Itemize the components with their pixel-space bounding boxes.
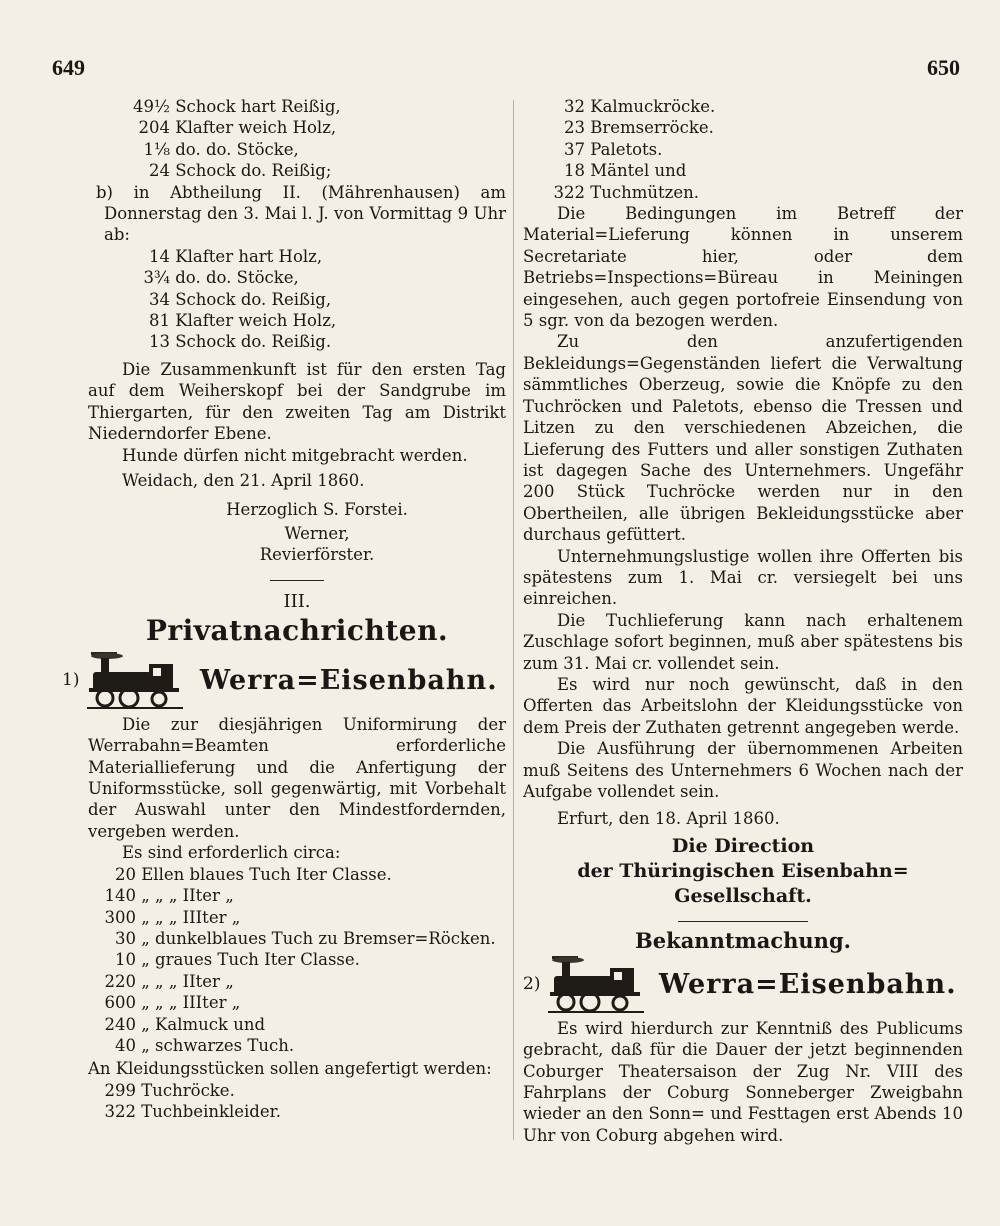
divider — [270, 580, 324, 582]
list-item: 10 „ graues Tuch Iter Classe. — [115, 950, 360, 970]
supplies-paragraph: Zu den anzufertigenden Bekleidungs=Gegenständen liefert die Verwaltung sämmtliches Oberzeug, sowie die Knöpfe zu den Tuchröcken und Paletots, ebenso die Tressen und Litzen zu den verschiedenen Abzeichen, die Lieferung des Futters und aller sonstigen Zuthaten ist dagegen Sache des Unternehmers. Ungefähr 200 Stück Tuchröcke werden nur in den Obertheilen, alle übrigen Bekleidungsstücke aber durchaus gefüttert. — [523, 332, 963, 545]
list-item: 600 „ „ „ IIIter „ — [104, 993, 241, 1013]
section-title: Privatnachrichten. — [145, 614, 449, 648]
locomotive-icon — [548, 956, 644, 1014]
list-item: 32 Kalmuckröcke. — [564, 97, 716, 116]
list-item: 18 Mäntel und — [564, 161, 687, 181]
list-item: 40 „ schwarzes Tuch. — [115, 1035, 295, 1055]
list-item: 37 Paletots. — [564, 139, 663, 159]
clothing-intro: An Kleidungsstücken sollen angefertigt werden: — [88, 1059, 492, 1079]
page-number-left: 649 — [52, 55, 85, 80]
ad2-header — [523, 956, 963, 1014]
ad1-paragraph: Die zur diesjährigen Uniformirung der Werrabahn=Beamten erforderliche Materiallieferung und die Anfertigung der Uniformsstücke, soll gegenwärtig, mit Vorbehalt der Auswahl unter den Mindestfordernden, vergeben werden. — [88, 714, 506, 841]
ad1-header — [62, 652, 506, 710]
wood-list-a — [88, 96, 506, 182]
ad1-index: 1) — [62, 670, 80, 691]
direction-line: Gesellschaft. — [674, 884, 812, 907]
direction-signature — [523, 834, 963, 909]
wood-list-b — [88, 246, 506, 353]
list-item: 49½ Schock hart Reißig, — [133, 97, 341, 116]
list-item: 81 Klafter weich Holz, — [149, 311, 337, 331]
section-b-intro: b) in Abtheilung II. (Mährenhausen) am Donnerstag den 3. Mai l. J. von Vormittag 9 Uhr ab: — [96, 182, 506, 245]
ad1-title: Werra=Eisenbahn. — [199, 665, 498, 697]
place-date-right: Erfurt, den 18. April 1860. — [557, 809, 780, 829]
list-item: 20 Ellen blaues Tuch Iter Classe. — [115, 864, 392, 884]
place-date: Weidach, den 21. April 1860. — [122, 470, 365, 490]
delivery-paragraph: Die Tuchlieferung kann nach erhaltenem Zuschlage sofort beginnen, muß aber spätestens bis zum 31. Mai cr. vollendet sein. — [523, 610, 963, 673]
column-divider — [513, 100, 514, 1140]
locomotive-icon — [87, 652, 183, 710]
wages-paragraph: Es wird nur noch gewünscht, daß in den Offerten das Arbeitslohn der Kleidungsstücke von dem Preis der Zuthaten getrennt angegeben werde. — [523, 674, 963, 737]
required-intro: Es sind erforderlich circa: — [122, 843, 341, 863]
direction-line: der Thüringischen Eisenbahn= — [577, 859, 909, 882]
list-item: 23 Bremserröcke. — [564, 118, 714, 138]
direction-line: Die Direction — [671, 834, 815, 857]
conditions-paragraph: Die Bedingungen im Betreff der Material=Lieferung können in unserem Secretariate hier, oder dem Betriebs=Inspections=Büreau in Meiningen eingesehen, auch gegen portofreie Einsendung von 5 sgr. von da bezogen werden. — [523, 204, 963, 331]
signer-title: Revierförster. — [259, 545, 375, 565]
ad2-index: 2) — [523, 974, 541, 995]
left-column — [62, 96, 506, 1123]
list-item: 3¾ do. do. Stöcke, — [143, 268, 299, 288]
list-item: 34 Schock do. Reißig, — [149, 289, 332, 309]
right-column — [523, 96, 963, 1146]
dogs-notice: Hunde dürfen nicht mitgebracht werden. — [122, 445, 468, 465]
list-item: 220 „ „ „ IIter „ — [104, 971, 234, 991]
divider — [678, 921, 808, 923]
list-item: 299 Tuchröcke. — [104, 1080, 235, 1100]
list-item: 1⅛ do. do. Stöcke, — [143, 139, 299, 159]
ad2-paragraph: Es wird hierdurch zur Kenntniß des Publicums gebracht, daß für die Dauer der jetzt beginnenden Coburger Theatersaison der Zug Nr. VIII des Fahrplans der Coburg Sonneberger Zweigbahn wieder an den Sonn= und Festtagen erst Abends 10 Uhr von Coburg abgehen wird. — [523, 1018, 963, 1145]
list-item: 24 Schock do. Reißig; — [149, 161, 332, 181]
offers-paragraph: Unternehmungslustige wollen ihre Offerten bis spätestens zum 1. Mai cr. versiegelt bei uns einreichen. — [523, 546, 963, 609]
meeting-paragraph: Die Zusammenkunft ist für den ersten Tag auf dem Weiherskopf bei der Sandgrube im Thiergarten, für den zweiten Tag am Distrikt Niederndorfer Ebene. — [88, 359, 506, 444]
list-item: 204 Klafter weich Holz, — [138, 118, 337, 138]
list-item: 322 Tuchbeinkleider. — [104, 1102, 281, 1122]
list-item: 140 „ „ „ IIter „ — [104, 886, 234, 906]
list-item: 240 „ Kalmuck und — [104, 1014, 266, 1034]
announcement-heading: Bekanntmachung. — [635, 928, 851, 954]
list-item: 13 Schock do. Reißig. — [149, 332, 332, 352]
list-item: 14 Klafter hart Holz, — [149, 246, 323, 266]
execution-paragraph: Die Ausführung der übernommenen Arbeiten muß Seitens des Unternehmers 6 Wochen nach der Aufgabe vollendet sein. — [523, 739, 963, 801]
list-item: 30 „ dunkelblaues Tuch zu Bremser=Röcken. — [115, 928, 496, 948]
list-item: 322 Tuchmützen. — [553, 182, 699, 202]
list-item: 300 „ „ „ IIIter „ — [104, 907, 241, 927]
signer-name: Werner, — [284, 523, 350, 543]
office-name: Herzoglich S. Forstei. — [226, 500, 408, 520]
section-number: III. — [283, 591, 311, 613]
page-number-right: 650 — [927, 55, 960, 80]
clothing-list-a — [88, 1080, 506, 1123]
materials-list — [88, 864, 506, 1057]
clothing-list-b — [523, 96, 963, 203]
ad2-title: Werra=Eisenbahn. — [658, 969, 957, 1001]
